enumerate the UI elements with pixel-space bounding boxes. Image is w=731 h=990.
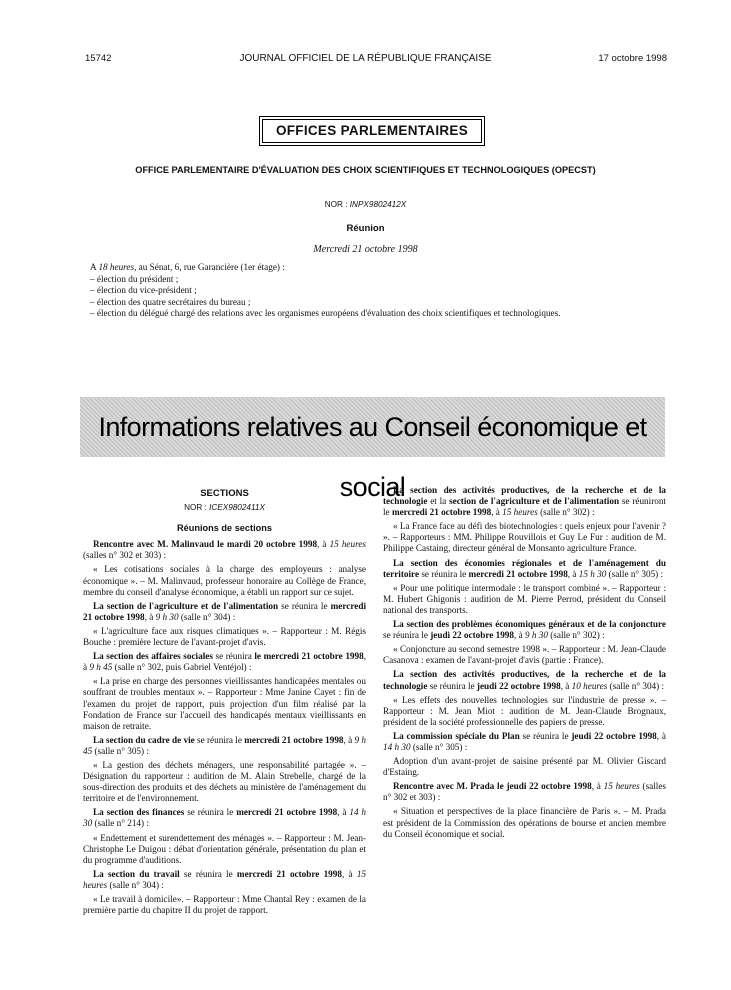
meeting-agenda-text: « Endettement et surendettement des ménages ». – Rapporteur : M. Jean-Christophe Le Duigou : débat d'orientation générale, présentation du plan et du programme d'auditions. xyxy=(83,832,366,865)
issue-date: 17 octobre 1998 xyxy=(598,53,667,64)
meeting-notice: La section de l'agriculture et de l'alimentation se réunira le mercredi 21 octobre 1998, à 9 h 30 (salle n° 304) : xyxy=(83,600,366,622)
meeting-title: Réunion xyxy=(346,223,385,234)
sections-subheading: Réunions de sections xyxy=(177,523,272,534)
page-number: 15742 xyxy=(85,53,112,64)
meeting-agenda xyxy=(90,262,561,320)
meeting-agenda-text: Adoption d'un avant-projet de saisine présenté par M. Olivier Giscard d'Estaing. xyxy=(383,756,666,778)
nor-code: INPX9802412X xyxy=(349,200,407,209)
meeting-notice: La section du cadre de vie se réunira le mercredi 21 octobre 1998, à 9 h 45 (salle n° 305) : xyxy=(83,734,367,756)
office-title: OFFICE PARLEMENTAIRE D'ÉVALUATION DES CHOIX SCIENTIFIQUES ET TECHNOLOGIQUES (OPECST) xyxy=(135,165,596,175)
meeting-notice: La section des finances se réunira le mercredi 21 octobre 1998, à 14 h 30 (salle n° 214) : xyxy=(83,807,367,829)
meeting-agenda-text: « Pour une politique intermodale : le transport combiné ». – Rapporteur : M. Hubert Ghigonis : audition de M. Pierre Perrod, président du Conseil national des transports. xyxy=(383,582,666,615)
meeting-notice: Rencontre avec M. Malinvaud le mardi 20 octobre 1998, à 15 heures (salles n° 302 et 303) : xyxy=(83,539,366,561)
right-column xyxy=(383,485,666,843)
agenda-item: – élection des quatre secrétaires du bureau ; xyxy=(90,296,251,307)
meeting-agenda-text: « L'agriculture face aux risques climatiques ». – Rapporteur : M. Régis Bouche : première lecture de l'avant-projet d'avis. xyxy=(83,625,366,648)
agenda-item: – élection du président ; xyxy=(90,273,179,284)
meeting-agenda-text: « Les cotisations sociales à la charge des employeurs : analyse économique ». – M. Malinvaud, professeur honoraire au Collège de France, membre du conseil d'analyse économique, a établi un rapport sur ce sujet. xyxy=(83,564,366,597)
section-box-title xyxy=(259,116,485,146)
meeting-notice: La section des affaires sociales se réunira le mercredi 21 octobre 1998, à 9 h 45 (salle n° 302, puis Gabriel Ventéjol) : xyxy=(83,651,366,673)
meeting-notice: La section des activités productives, de la recherche et de la technologie et la section de l'agriculture et de l'alimentation se réuniront le mercredi 21 octobre 1998, à 15 heures (salle n° 302) : xyxy=(383,485,666,518)
nor-reference xyxy=(0,200,731,209)
nor-label: NOR : xyxy=(324,200,348,209)
banner-title: Informations relatives au Conseil économique et social xyxy=(80,397,665,457)
sections-heading: SECTIONS xyxy=(200,488,249,499)
sections-nor: NOR : ICEX9802411X xyxy=(184,503,265,513)
agenda-item: – élection du délégué chargé des relations avec les organismes européens d'évaluation des choix scientifiques et technologiques. xyxy=(90,308,561,318)
meeting-agenda-text: « La prise en charge des personnes vieillissantes handicapées mentales ou souffrant de troubles mentaux ». – Rapporteur : Mme Janine Cayet : fin de l'examen du projet de rapport, puis projection d'un film réalisé par la Fondation de France sur l'accueil des handicapés mentaux vieillissants en maison de retraite. xyxy=(83,676,366,731)
box-title-text: OFFICES PARLEMENTAIRES xyxy=(262,119,482,143)
meeting-notice: La section des problèmes économiques généraux et de la conjoncture se réunira le jeudi 22 octobre 1998, à 9 h 30 (salle n° 302) : xyxy=(383,619,666,641)
meeting-agenda-text: « La France face au défi des biotechnologies : quels enjeux pour l'avenir ? ». – Rapporteurs : MM. Philippe Rouvillois et Guy Le Fur : audition de M. Philippe Castaing, directeur général de Monsanto agriculture France. xyxy=(383,521,666,554)
meeting-agenda-text: « Conjoncture au second semestre 1998 ». – Rapporteur : M. Jean-Claude Casanova : examen de l'avant-projet d'avis (partie : France). xyxy=(383,644,666,666)
meeting-notice: La commission spéciale du Plan se réunira le jeudi 22 octobre 1998, à 14 h 30 (salle n° 305) : xyxy=(383,730,666,752)
agenda-intro: A 18 heures, au Sénat, 6, rue Garancière (1er étage) : xyxy=(90,262,285,272)
agenda-item: – élection du vice-président ; xyxy=(90,285,197,295)
journal-title: JOURNAL OFFICIEL DE LA RÉPUBLIQUE FRANÇAISE xyxy=(239,53,492,64)
meeting-agenda-text: « La gestion des déchets ménagers, une responsabilité partagée ». – Désignation du rapporteur : audition de M. Alain Strebelle, chargé de la sous-direction des produits et des déchets au ministère de l'aménagement du territoire et de l'environnement. xyxy=(83,759,366,804)
meeting-agenda-text: « Situation et perspectives de la place financière de Paris ». – M. Prada est président de la Commission des opérations de bourse et ancien membre du Conseil économique et social. xyxy=(383,806,666,839)
meeting-date: Mercredi 21 octobre 1998 xyxy=(313,244,418,255)
meeting-notice: La section des activités productives, de la recherche et de la technologie se réunira le jeudi 22 octobre 1998, à 10 heures (salle n° 304) : xyxy=(383,669,666,691)
meeting-notice: La section des économies régionales et de l'aménagement du territoire se réunira le mercredi 21 octobre 1998, à 15 h 30 (salle n° 305) : xyxy=(383,557,666,579)
left-column xyxy=(83,485,366,919)
meeting-agenda-text: « Les effets des nouvelles technologies sur l'industrie de presse ». – Rapporteur : M. Jean Miot : audition de M. Jean-Claude Brognaux, président de la société professionnelle des papiers de presse. xyxy=(383,694,666,727)
meeting-agenda-text: « Le travail à domicile». – Rapporteur : Mme Chantal Rey : examen de la première partie du chapitre II du projet de rapport. xyxy=(83,894,366,916)
meeting-notice: Rencontre avec M. Prada le jeudi 22 octobre 1998, à 15 heures (salles n° 302 et 303) : xyxy=(383,781,666,803)
meeting-notice: La section du travail se réunira le mercredi 21 octobre 1998, à 15 heures (salle n° 304) : xyxy=(83,868,366,890)
